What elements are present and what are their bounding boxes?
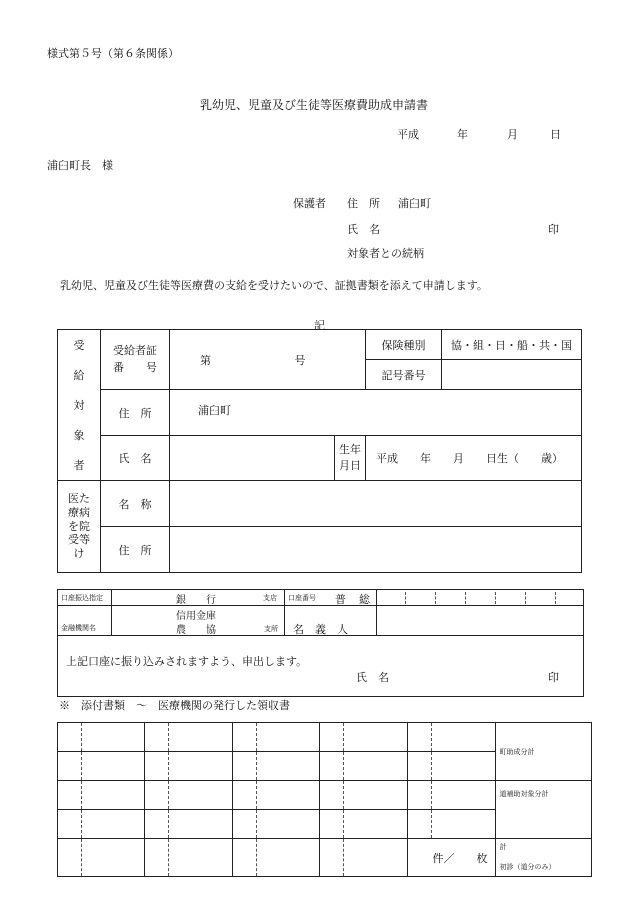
birth-value[interactable]: 平成 年 月 日生（ 歳） (366, 435, 582, 480)
bank-bank: 銀 行 (176, 595, 216, 606)
bank-nokyo: 農 協 (176, 625, 216, 636)
page-title: 乳幼児、児童及び生徒等医療費助成申請書 (200, 98, 429, 112)
bank-divider (284, 590, 285, 635)
total-label: 計 (499, 843, 507, 851)
town-subsidy-label: 町助成分計 (499, 747, 535, 756)
cert-no-label-2: 番 号 (113, 360, 157, 374)
med-address-value[interactable] (170, 527, 582, 573)
pref-subsidy-cell (496, 781, 592, 839)
recipient-char: 受 (73, 339, 85, 352)
attachments-note: ※ 添付書類 ～ 医療機関の発行した領収書 (59, 699, 290, 712)
address-value[interactable]: 浦臼町 (170, 390, 582, 435)
name-label: 氏 名 (101, 435, 170, 480)
account-futsu[interactable]: 普 (335, 593, 346, 606)
cert-no-label-1: 受給者証 (113, 344, 157, 358)
symbol-no-value[interactable] (442, 360, 582, 390)
recipient-char: 対 (73, 399, 85, 412)
date-year: 年 (457, 128, 468, 141)
bank-branch: 支店 (263, 594, 277, 602)
guardian-address-label: 住 所 (347, 197, 380, 210)
name-value[interactable] (170, 435, 335, 480)
transfer-label: 口座振込指定 (61, 594, 103, 602)
account-digit-sep (555, 592, 556, 604)
date-day: 日 (550, 128, 561, 141)
account-no-label: 口座番号 (288, 594, 316, 602)
insurance-options[interactable]: 協・組・日・船・共・国 (442, 330, 582, 360)
guardian-relation-label: 対象者との続柄 (347, 247, 424, 260)
insurance-type-label: 保険種別 (366, 330, 442, 360)
recipient-char: 給 (73, 369, 85, 382)
address-label: 住 所 (101, 390, 170, 435)
date-era: 平成 (397, 128, 419, 141)
medical-char: け (73, 547, 85, 561)
recipient-label-cell (58, 330, 101, 481)
account-digit-sep (495, 592, 496, 604)
medical-label-cell (58, 481, 101, 573)
form-number: 様式第５号（第６条関係） (47, 47, 179, 60)
birth-label (335, 435, 366, 480)
medical-char: 医た (68, 492, 90, 506)
town-subsidy-cell (496, 723, 592, 781)
symbol-no-label: 記号番号 (366, 360, 442, 390)
medical-char: を院 (68, 519, 90, 533)
count-cell (407, 839, 496, 877)
guardian-seal: 印 (548, 223, 559, 236)
statement: 乳幼児、児童及び生徒等医療費の支給を受けたいので、証拠書類を添えて申請します。 (60, 279, 488, 292)
birth-label-2: 月日 (339, 458, 361, 472)
request-name-label: 氏 名 (356, 671, 389, 684)
guardian-name-label: 氏 名 (347, 223, 380, 236)
account-digit-sep (525, 592, 526, 604)
total-cell (496, 839, 592, 877)
institution-label: 金融機関名 (61, 624, 96, 632)
med-name-label: 名 称 (101, 481, 170, 527)
bank-branch2: 支所 (264, 625, 278, 633)
account-digit-sep (465, 592, 466, 604)
cert-no-value[interactable] (170, 330, 366, 390)
request-text: 上記口座に振り込みされますよう、申出します。 (66, 655, 308, 668)
ki-heading: 記 (314, 319, 325, 332)
med-address-label: 住 所 (101, 527, 170, 573)
recipient-char: 者 (73, 459, 85, 472)
birth-label-1: 生年 (339, 443, 361, 457)
addressee: 浦臼町長 様 (47, 159, 113, 172)
account-digit-sep (435, 592, 436, 604)
medical-char: 療病 (68, 505, 90, 519)
date-month: 月 (507, 128, 518, 141)
recipient-table (57, 329, 582, 573)
cert-no-label (101, 330, 170, 390)
first-visit-label: 初診（道分のみ） (499, 863, 556, 871)
cert-dai: 第 (200, 353, 211, 367)
request-seal: 印 (548, 671, 559, 684)
med-name-value[interactable] (170, 481, 582, 527)
holder-label: 名 義 人 (293, 623, 348, 636)
bank-row-1 (58, 590, 583, 606)
guardian-address-value: 浦臼町 (398, 197, 431, 210)
account-digit-sep (405, 592, 406, 604)
account-sogo[interactable]: 総 (359, 593, 370, 606)
bank-divider (376, 590, 377, 635)
pref-subsidy-label: 道補助対象分計 (499, 790, 549, 798)
recipient-char: 象 (73, 429, 85, 442)
guardian-label: 保護者 (293, 197, 326, 210)
bank-shinkin: 信用金庫 (176, 611, 216, 622)
receipt-table (57, 722, 592, 877)
bank-section (57, 589, 584, 697)
cert-go: 号 (294, 353, 306, 367)
bank-divider (111, 590, 112, 635)
medical-char: 受等 (68, 533, 90, 547)
count-text: 件／ 枚 (432, 851, 488, 865)
